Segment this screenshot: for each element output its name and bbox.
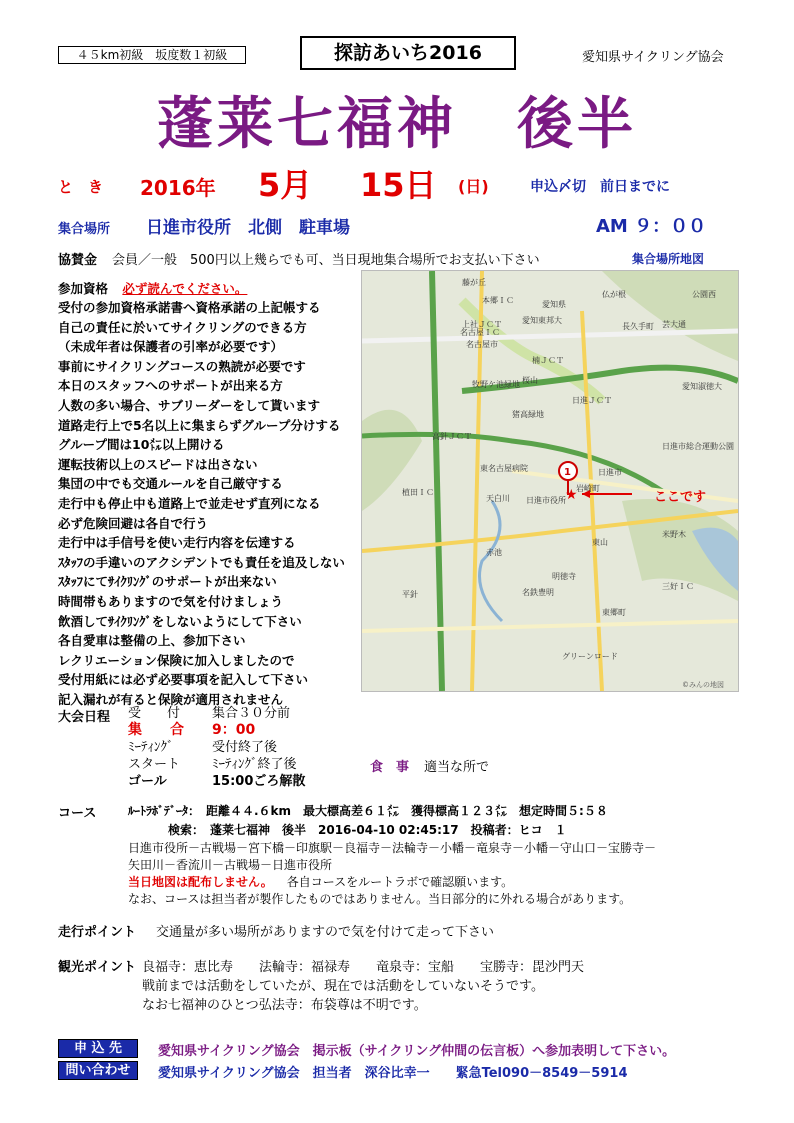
map-copyright: ©みんの地図 bbox=[682, 681, 724, 689]
map-place-label: 日進ＪＣＴ bbox=[572, 396, 612, 405]
requirements-note: 必ず読んでください。 bbox=[122, 281, 248, 296]
requirement-item: 走行中は手信号を使い走行内容を伝達する bbox=[58, 535, 296, 551]
meal-text: 適当な所で bbox=[424, 760, 490, 775]
map-place-label: 三好ＩＣ bbox=[662, 582, 694, 591]
map-place-label: 日進市 bbox=[598, 468, 622, 477]
map-place-label: 仏が根 bbox=[602, 290, 626, 299]
map-place-label: 日進市総合運動公園 bbox=[662, 442, 734, 451]
requirement-item: ｽﾀｯﾌの手違いのアクシデントでも責任を追及しない bbox=[58, 554, 345, 570]
point-text: 交通量が多い場所がありますので気を付けて走って下さい bbox=[156, 925, 495, 940]
requirement-item: （未成年者は保護者の引率が必要です） bbox=[58, 339, 284, 355]
map-place-label: 芸大通 bbox=[662, 320, 686, 329]
course-route2: 矢田川－香流川－古戦場－日進市役所 bbox=[128, 858, 333, 872]
contact-text[interactable]: 愛知県サイクリング協会 担当者 深谷比幸一 緊急Tel090－8549－5914 bbox=[158, 1066, 628, 1081]
requirement-item: 走行中も停止中も道路上で並走せず直列になる bbox=[58, 495, 321, 511]
meal-label: 食 事 bbox=[370, 760, 410, 775]
course-line1: ﾙｰﾄﾗﾎﾞﾃﾞｰﾀ： 距離４４.６km 最大標高差６１㍍ 獲得標高１２３㍍ 想定時間５:５８ bbox=[128, 804, 608, 818]
schedule-label: 大会日程 bbox=[58, 710, 111, 725]
map-place-label: 藤が丘 bbox=[462, 278, 486, 287]
map-place-label: 岩崎町 bbox=[576, 484, 600, 493]
map-place-label: 名古屋市 bbox=[466, 340, 498, 349]
course-note: なお、コースは担当者が製作したものではありません。当日部分的に外れる場合があります。 bbox=[128, 892, 632, 906]
requirement-item: 各自愛車は整備の上、参加下さい bbox=[58, 633, 246, 649]
requirement-item: 必ず危険回避は各自で行う bbox=[58, 515, 209, 531]
date-weekday: (日) bbox=[458, 177, 489, 196]
schedule-row: ﾐｰﾃｨﾝｸﾞ 受付終了後 bbox=[128, 740, 278, 755]
requirement-item: 運転技術以上のスピードは出さない bbox=[58, 456, 258, 472]
map-place-label: 名古屋ＩＣ bbox=[460, 328, 500, 337]
date-label: と き bbox=[58, 178, 104, 196]
map-place-label: 本郷ＩＣ bbox=[482, 296, 514, 305]
map-place-label: 牧野ケ池緑地 bbox=[472, 380, 520, 389]
requirement-item: 記入漏れが有ると保険が適用されません bbox=[58, 691, 284, 707]
schedule-row: ゴール 15:00ごろ解散 bbox=[128, 774, 306, 789]
requirement-item: 飲酒してｻｲｸﾘﾝｸﾞをしないようにして下さい bbox=[58, 613, 302, 629]
sights-label: 観光ポイント bbox=[58, 960, 137, 975]
requirement-item: レクリエーション保険に加入しましたので bbox=[58, 652, 295, 668]
fee-label: 協賛金 bbox=[58, 253, 98, 268]
map-place-label: 上社ＪＣＴ bbox=[462, 320, 502, 329]
organizer: 愛知県サイクリング協会 bbox=[582, 50, 724, 65]
date-year: 2016年 bbox=[140, 176, 216, 200]
map-place-label: 高針ＪＣＴ bbox=[432, 432, 472, 441]
meeting-place: 日進市役所 北側 駐車場 bbox=[146, 218, 350, 238]
apply-label: 申 込 先 bbox=[58, 1039, 138, 1058]
requirement-item: グループ間は10㍍以上開ける bbox=[58, 437, 225, 453]
schedule-table bbox=[128, 705, 368, 790]
map-place-label: 日進市役所 bbox=[526, 496, 566, 505]
map-place-label: 平針 bbox=[402, 590, 418, 599]
map-place-label: 愛知県 bbox=[542, 300, 566, 309]
map-place-label: 公園西 bbox=[692, 290, 716, 299]
map-pointer: ここです bbox=[654, 490, 707, 505]
course-warning: 当日地図は配布しません。 各自コースをルートラボで確認願います。 bbox=[128, 875, 514, 889]
map-place-label: 桜山 bbox=[522, 376, 538, 385]
map-place-label: 東郷町 bbox=[602, 608, 626, 617]
requirement-item: 人数の多い場合、サブリーダーをして貰います bbox=[58, 397, 321, 413]
deadline: 申込〆切 前日までに bbox=[530, 179, 670, 195]
series-title: 探訪あいち2016 bbox=[300, 36, 516, 70]
map-place-label: 植田ＩＣ bbox=[402, 488, 434, 497]
apply-text: 愛知県サイクリング協会 掲示板（サイクリング仲間の伝言板）へ参加表明して下さい。 bbox=[158, 1044, 676, 1059]
map-star-icon: ★ bbox=[565, 487, 578, 503]
map-place-label: 東名古屋病院 bbox=[480, 464, 528, 473]
contact-label: 問い合わせ bbox=[58, 1061, 138, 1080]
requirements-label: 参加資格 bbox=[58, 281, 109, 296]
map-place-label: 赤池 bbox=[486, 548, 502, 557]
sights-line2: 戦前までは活動をしていたが、現在では活動をしていないそうです。 bbox=[142, 979, 544, 994]
map-place-label: 東山 bbox=[592, 538, 608, 547]
level-box: ４５km初級 坂度数１初級 bbox=[58, 46, 246, 64]
requirement-item: 受付用紙には必ず必要事項を記入して下さい bbox=[58, 672, 309, 688]
point-label: 走行ポイント bbox=[58, 925, 137, 940]
sights-line1: 良福寺：恵比寿 法輪寺：福禄寿 竜泉寺：宝船 宝勝寺：毘沙門天 bbox=[142, 960, 585, 975]
map-place-label: 米野木 bbox=[662, 530, 686, 539]
meeting-label: 集合場所 bbox=[58, 222, 111, 237]
map-place-label: 名鉄豊明 bbox=[522, 588, 554, 597]
requirement-item: 受付の参加資格承諾書へ資格承諾の上記帳する bbox=[58, 300, 321, 315]
requirement-item: 自己の責任に於いてサイクリングのできる方 bbox=[58, 319, 307, 335]
requirement-item: ｽﾀｯﾌにてｻｲｸﾘﾝｸﾞのサポートが出来ない bbox=[58, 574, 277, 590]
page-title: 蓬莱七福神 後半 bbox=[157, 92, 637, 157]
schedule-row: スタート ﾐｰﾃｨﾝｸﾞ終了後 bbox=[128, 757, 297, 772]
map-label: 集合場所地図 bbox=[632, 252, 705, 266]
map-place-label: 愛知淑徳大 bbox=[682, 382, 722, 391]
map-place-label: 明徳寺 bbox=[552, 572, 576, 581]
map-place-label: 愛知東邦大 bbox=[522, 316, 562, 325]
requirement-item: 道路走行上で5名以上に集まらずグループ分けする bbox=[58, 417, 341, 433]
requirements-header bbox=[58, 279, 247, 297]
requirement-item: 事前にサイクリングコースの熟読が必要です bbox=[58, 358, 306, 374]
map-place-label: 猪高緑地 bbox=[512, 410, 544, 419]
meeting-map[interactable] bbox=[361, 270, 739, 692]
map-graphic bbox=[362, 271, 738, 691]
sights-line3: なお七福神のひとつ弘法寺：布袋尊は不明です。 bbox=[142, 998, 427, 1013]
course-label: コース bbox=[58, 806, 97, 821]
course-route1: 日進市役所－古戦場－宮下橋－印旗駅－良福寺－法輪寺－小幡－竜泉寺－小幡－守山口－宝勝寺－ bbox=[128, 841, 657, 855]
map-place-label: 楠ＪＣＴ bbox=[532, 356, 564, 365]
map-marker: 1 bbox=[564, 467, 571, 478]
map-place-label: グリーンロード bbox=[562, 652, 618, 661]
requirements-list bbox=[58, 298, 358, 709]
map-place-label: 天白川 bbox=[486, 494, 510, 503]
date-month: 5月 bbox=[258, 166, 313, 204]
requirement-item: 集団の中でも交通ルールを自己厳守する bbox=[58, 476, 283, 492]
schedule-row: 集 合 9：00 bbox=[128, 722, 256, 738]
date-day: 15日 bbox=[360, 166, 437, 204]
requirement-item: 本日のスタッフへのサポートが出来る方 bbox=[58, 378, 283, 394]
course-line2: 検索： 蓬莱七福神 後半 2016-04-10 02:45:17 投稿者：ヒコ １ bbox=[168, 823, 567, 837]
meeting-time: AM ９：００ bbox=[596, 216, 707, 237]
map-place-label: 長久手町 bbox=[622, 322, 654, 331]
schedule-row: 受 付 集合３０分前 bbox=[128, 706, 291, 721]
requirement-item: 時間帯もありますので気を付けましょう bbox=[58, 593, 284, 609]
fee-text: 会員／一般 500円以上幾らでも可、当日現地集合場所でお支払い下さい bbox=[112, 253, 540, 268]
